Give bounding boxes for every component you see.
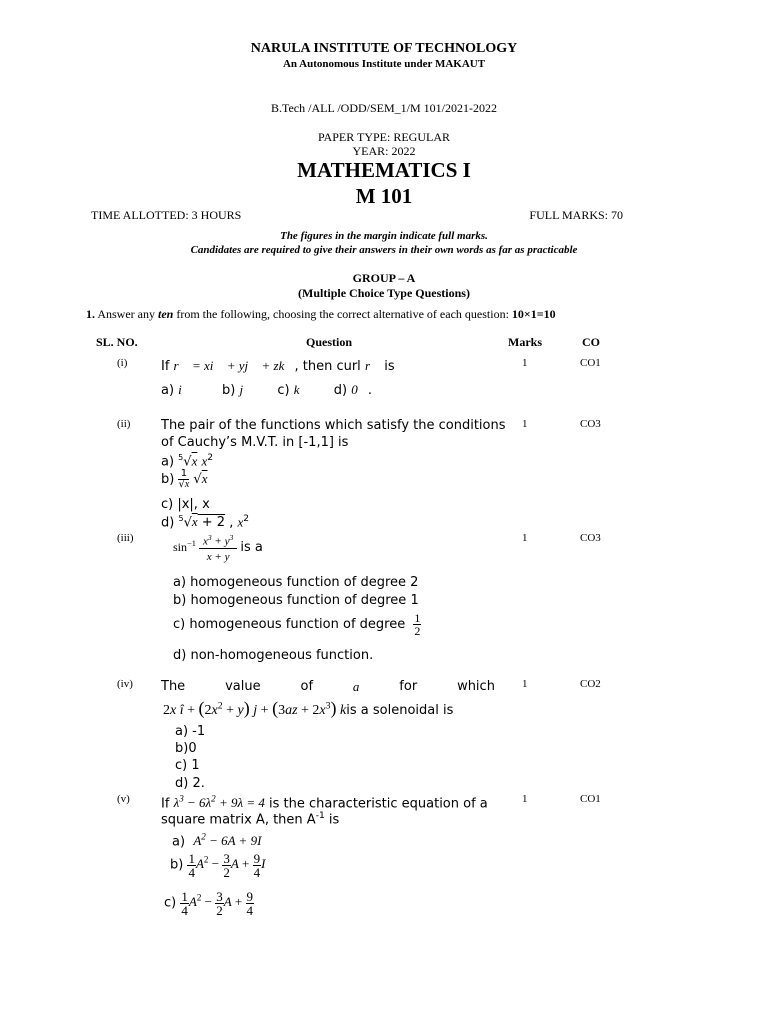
q5-option-c: c) $\frac{1}{4}$ $A^2$ − $\frac{3}{2}$ A + $\frac{9}{4}$ xyxy=(164,889,253,918)
q1-option-c: c) k⃗ xyxy=(277,382,310,398)
q5-stem2-pre: square matrix A, then A xyxy=(161,812,316,828)
note-own-words: Candidates are required to give their answers in their own words as far as practicable xyxy=(190,244,578,256)
instruction-marks: 10×1=10 xyxy=(511,307,556,321)
institute-name: NARULA INSTITUTE OF TECHNOLOGY xyxy=(250,41,518,56)
instruction-post: from the following, choosing the correct alternative of each question: xyxy=(176,307,509,321)
q1-co: CO1 xyxy=(580,357,601,369)
q4-variable-a: a xyxy=(352,679,360,694)
subject-title: MATHEMATICS I xyxy=(297,158,471,182)
q1-stem-end: is xyxy=(384,359,395,374)
q5-stem2-sup: -1 xyxy=(315,811,325,821)
q3-option-c: c) homogeneous function of degree $\frac{1}{2}$ xyxy=(173,611,421,638)
q2-marks: 1 xyxy=(522,418,528,430)
q4-word: for xyxy=(399,679,418,694)
q4-sl: (iv) xyxy=(117,678,133,690)
q5-stem-line1: If $\lambda^3 - 6\lambda^2 + 9\lambda = 4$ is the characteristic equation of a xyxy=(161,794,488,812)
q5-marks: 1 xyxy=(522,793,528,805)
instruction-number: 1. xyxy=(86,307,95,321)
subject-code: M 101 xyxy=(355,184,413,208)
q4-option-c: c) 1 xyxy=(175,758,200,773)
q4-stem-line1 xyxy=(161,679,495,695)
q3-option-d: d) non-homogeneous function. xyxy=(173,648,374,663)
q5-stem-post: is the characteristic equation of a xyxy=(269,796,488,812)
note-full-marks: The figures in the margin indicate full marks. xyxy=(280,230,488,242)
q1-sl: (i) xyxy=(117,357,128,369)
q1-option-d: d) 0⃗. xyxy=(333,382,373,398)
paper-type: PAPER TYPE: REGULAR xyxy=(317,130,451,144)
q2-option-c: c) |x|, x xyxy=(161,497,210,512)
full-marks: FULL MARKS: 70 xyxy=(529,208,623,222)
q3-option-b: b) homogeneous function of degree 1 xyxy=(173,593,419,608)
q4-word: which xyxy=(457,679,495,694)
q1-option-b: b) j⃗ xyxy=(222,382,254,398)
q3-option-c-text: c) homogeneous function of degree xyxy=(173,617,406,632)
q1-option-a: a) i⃗ xyxy=(161,382,192,398)
paper-year: YEAR: 2022 xyxy=(352,144,416,158)
q2-sl: (ii) xyxy=(117,418,131,430)
q5-stem-pre: If xyxy=(161,796,170,812)
q4-co: CO2 xyxy=(580,678,601,690)
q5-stem2-post: is xyxy=(324,812,340,828)
q4-word: value xyxy=(225,679,261,694)
q1-stem-post: , then curl xyxy=(294,359,361,374)
q5-option-b: b) $\frac{1}{4}$ $A^2$ − $\frac{3}{2}$ A + $\frac{9}{4}$ I xyxy=(170,851,266,880)
q2-stem-line2: of Cauchy’s M.V.T. in [-1,1] is xyxy=(161,435,349,450)
q3-stem-end: is a xyxy=(240,540,263,556)
instruction-emphasis: ten xyxy=(158,307,174,321)
q4-marks: 1 xyxy=(522,678,528,690)
q5-option-a: a) $A^2 - 6A + 9I$ xyxy=(172,832,262,850)
time-allotted: TIME ALLOTTED: 3 HOURS xyxy=(91,208,242,222)
q2-option-b: b) $\frac{1}{√x}$ √x xyxy=(161,468,208,490)
instruction-pre: Answer any xyxy=(97,307,155,321)
group-title: GROUP – A xyxy=(352,271,416,285)
q1-marks: 1 xyxy=(522,357,528,369)
q2-option-a: a) $^5$√x $x^2$ xyxy=(161,453,214,470)
q1-options xyxy=(161,382,372,398)
q3-option-a: a) homogeneous function of degree 2 xyxy=(173,575,419,590)
q5-sl: (v) xyxy=(117,793,130,805)
q2-option-d: d) $^5$√x + 2 , $x^2$ xyxy=(161,514,250,531)
col-header-question: Question xyxy=(306,335,353,349)
q1-stem: If r⃗ = xi⃗ + yj⃗ + zk⃗, then curl r⃗ is xyxy=(161,358,395,374)
q3-marks: 1 xyxy=(522,532,528,544)
group-subtitle: (Multiple Choice Type Questions) xyxy=(298,286,470,300)
q3-stem: $\sin^{-1}$ $\frac{x^3 + y^3}{x + y}$ is a xyxy=(173,533,263,563)
q3-co: CO3 xyxy=(580,532,601,544)
q4-option-a: a) -1 xyxy=(175,724,206,739)
col-header-marks: Marks xyxy=(508,335,542,349)
q3-sl: (iii) xyxy=(117,532,134,544)
q5-stem-line2 xyxy=(161,811,339,827)
q4-option-d: d) 2. xyxy=(175,776,205,791)
q5-co: CO1 xyxy=(580,793,601,805)
instruction xyxy=(86,307,556,322)
col-header-sl: SL. NO. xyxy=(96,335,138,349)
q4-stem-line2: 2x î + $(2x^2 + y) j + (3az + 2x^3)$ kis a solenoidal is xyxy=(163,698,454,718)
col-header-co: CO xyxy=(582,335,600,349)
q4-stem-end: is a solenoidal is xyxy=(346,703,454,718)
q2-stem-line1: The pair of the functions which satisfy the conditions xyxy=(161,418,506,433)
institute-subtitle: An Autonomous Institute under MAKAUT xyxy=(282,58,486,70)
q4-option-b: b)0 xyxy=(175,741,197,756)
q2-co: CO3 xyxy=(580,418,601,430)
q4-word: of xyxy=(300,679,314,694)
q4-word: The xyxy=(161,679,186,694)
course-code: B.Tech /ALL /ODD/SEM_1/M 101/2021-2022 xyxy=(270,101,498,115)
